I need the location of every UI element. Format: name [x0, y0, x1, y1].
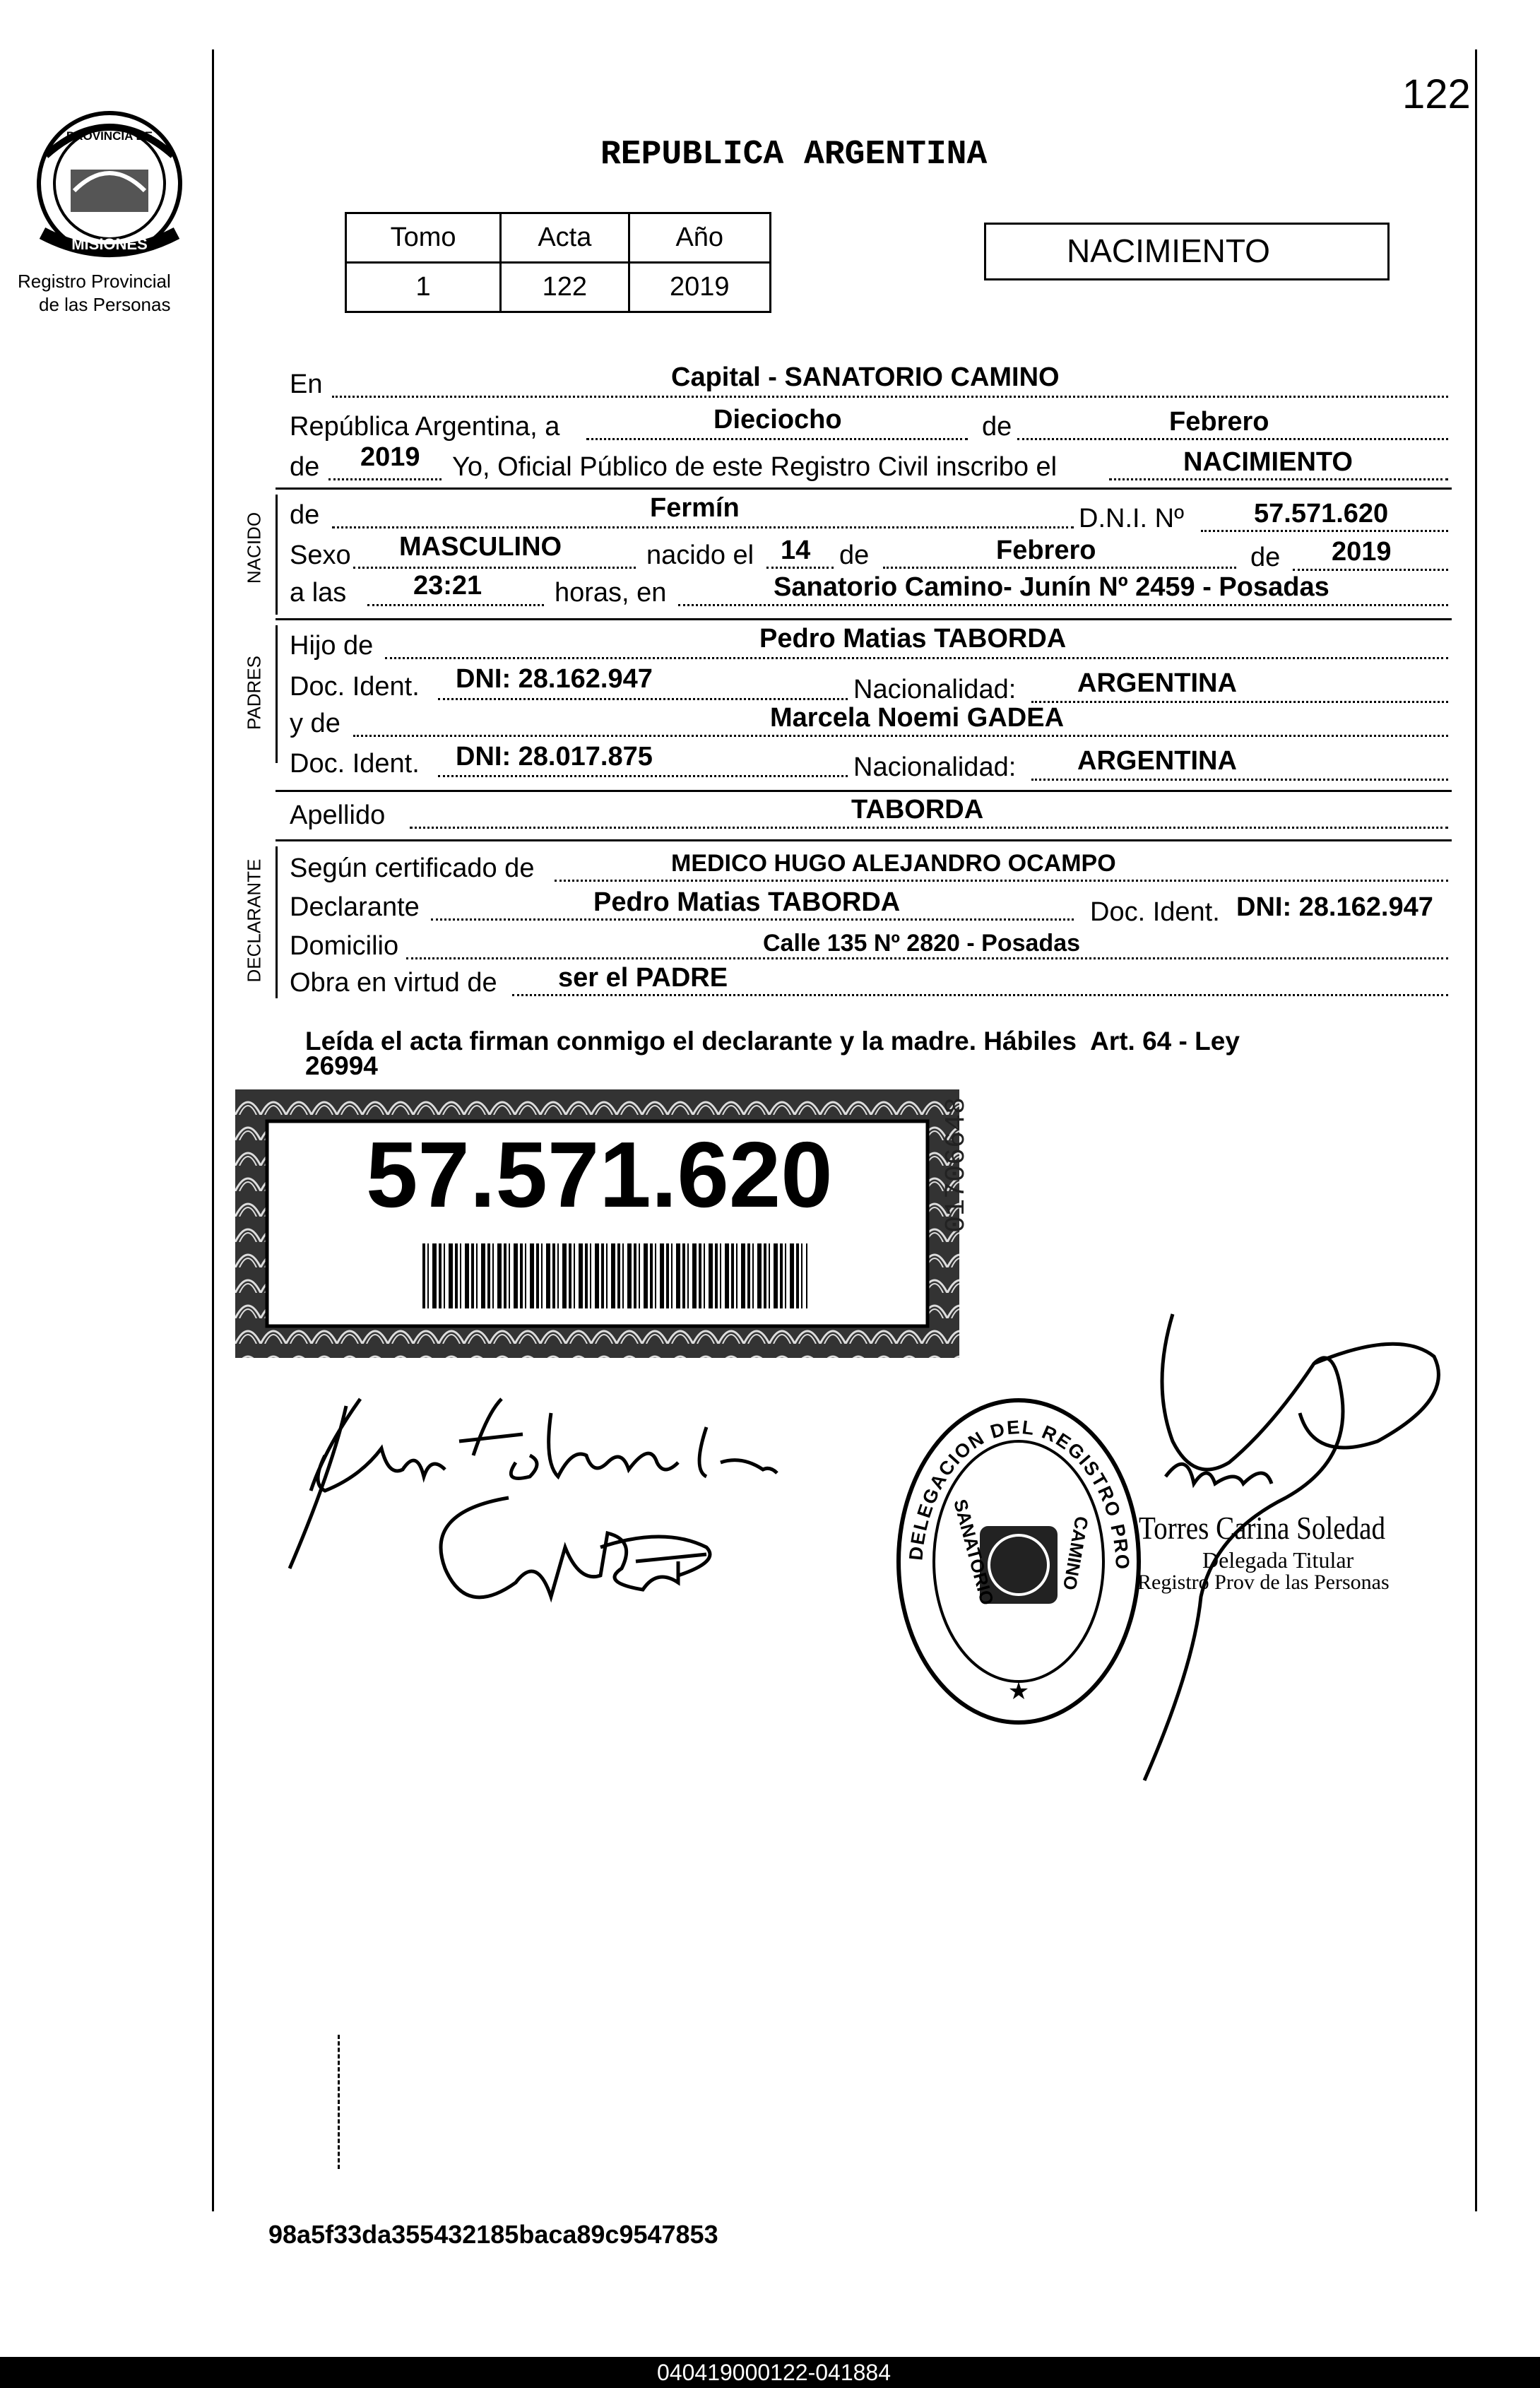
left-margin-line: [212, 49, 214, 2211]
dots-sexo: [353, 567, 636, 569]
label-en: En: [290, 370, 323, 399]
closing-line-1: Leída el acta firman conmigo el declarante y la madre. Hábiles Art. 64 - Ley: [305, 1027, 1240, 1056]
dots-month: [1017, 438, 1448, 440]
logo-band-text: MISIONES: [71, 235, 148, 253]
dots-birth-year: [1293, 569, 1448, 571]
birth-month: Febrero: [996, 536, 1096, 565]
nacido-section-label: NACIDO: [243, 512, 265, 584]
province-logo: [32, 106, 187, 258]
value-tomo: 1: [346, 263, 501, 312]
value-acta: 122: [501, 263, 629, 312]
declarant-reason: ser el PADRE: [558, 963, 728, 993]
dots-en: [332, 396, 1448, 398]
label-nac-mother: Nacionalidad:: [853, 752, 1017, 782]
divider-4: [276, 839, 1452, 841]
dots-mother: [353, 735, 1448, 737]
label-republica: República Argentina, a: [290, 412, 560, 442]
record-table: [345, 212, 771, 313]
dashed-mark: [338, 2035, 340, 2169]
label-inscribe: Yo, Oficial Público de este Registro Civil inscribo el: [452, 452, 1058, 482]
label-sexo: Sexo: [290, 540, 351, 570]
label-a-las: a las: [290, 578, 347, 608]
declarant-name: Pedro Matias TABORDA: [593, 887, 901, 917]
header-anio: Año: [629, 213, 770, 263]
dots-father-nat: [1031, 701, 1448, 703]
date-month: Febrero: [1169, 407, 1269, 437]
label-domicilio: Domicilio: [290, 931, 399, 961]
dots-day-birth: [766, 567, 834, 569]
newborn-sex: MASCULINO: [399, 532, 562, 562]
dots-birth-place: [678, 604, 1448, 606]
registry-line-1: Registro Provincial: [18, 271, 171, 292]
dots-name: [332, 526, 1074, 528]
dots-year: [328, 478, 442, 480]
declarant-address: Calle 135 Nº 2820 - Posadas: [763, 930, 1081, 957]
declarant-doc: DNI: 28.162.947: [1236, 892, 1433, 922]
place-value: Capital - SANATORIO CAMINO: [671, 362, 1060, 392]
date-act: NACIMIENTO: [1183, 447, 1353, 477]
dots-obra: [512, 994, 1448, 996]
closing-line-2: 26994: [305, 1051, 378, 1080]
label-segun-cert: Según certificado de: [290, 853, 535, 883]
label-doc-mother: Doc. Ident.: [290, 749, 420, 779]
dots-father-doc: [438, 698, 848, 700]
label-horas-en: horas, en: [555, 578, 667, 608]
sticker-barcode: [422, 1243, 807, 1308]
label-doc-father: Doc. Ident.: [290, 672, 420, 702]
label-declarante: Declarante: [290, 892, 420, 922]
label-de-birth-year: de: [1250, 543, 1281, 572]
sticker-dni-number: 57.571.620: [366, 1123, 833, 1226]
certificate-value: MEDICO HUGO ALEJANDRO OCAMPO: [671, 850, 1116, 877]
label-de-year: de: [290, 452, 320, 482]
label-de-name: de: [290, 500, 320, 530]
dots-birth-month: [883, 567, 1236, 569]
divider-1: [276, 487, 1452, 490]
father-nationality: ARGENTINA: [1077, 668, 1237, 698]
registry-line-2: de las Personas: [39, 294, 171, 315]
declarant-signature: [283, 1385, 848, 1667]
divider-2: [276, 618, 1452, 620]
dots-time: [367, 604, 544, 606]
birth-year: 2019: [1332, 537, 1392, 567]
label-de-birth-month: de: [839, 540, 870, 570]
label-de-month: de: [982, 412, 1012, 442]
document-hash: 98a5f33da355432185baca89c9547853: [268, 2220, 718, 2249]
mother-nationality: ARGENTINA: [1077, 746, 1237, 776]
surname-value: TABORDA: [851, 795, 984, 824]
official-name: Torres Carina Soledad: [1139, 1510, 1386, 1546]
father-doc: DNI: 28.162.947: [456, 664, 653, 694]
label-doc-declarante: Doc. Ident.: [1090, 897, 1220, 927]
mother-doc: DNI: 28.017.875: [456, 742, 653, 772]
seal-inner-right: CAMINO: [1058, 1514, 1093, 1592]
dots-mother-nat: [1031, 779, 1448, 781]
father-name: Pedro Matias TABORDA: [759, 624, 1067, 654]
dots-domicilio: [406, 957, 1448, 959]
dots-certificate: [555, 880, 1448, 882]
sticker-side-code: 01706648: [941, 1097, 973, 1233]
label-nac-father: Nacionalidad:: [853, 675, 1017, 704]
footer-code: 040419000122-041884: [657, 2360, 891, 2385]
header-tomo: Tomo: [346, 213, 501, 263]
newborn-name: Fermín: [650, 493, 740, 523]
date-year: 2019: [360, 442, 420, 472]
delegation-seal: [894, 1395, 1144, 1727]
seal-inner-left: SANATORIO: [949, 1496, 998, 1607]
dots-apellido: [410, 827, 1448, 829]
label-nacido-el: nacido el: [646, 540, 754, 570]
declarante-section-label: DECLARANTE: [243, 858, 265, 983]
divider-3: [276, 790, 1452, 792]
page-number: 122: [1402, 71, 1471, 117]
header-acta: Acta: [501, 213, 629, 263]
official-title: Delegada Titular: [1202, 1547, 1354, 1573]
declarante-bracket: [276, 846, 278, 998]
birth-place: Sanatorio Camino- Junín Nº 2459 - Posadas: [774, 572, 1329, 602]
label-dni: D.N.I. Nº: [1079, 504, 1184, 533]
document-title: REPUBLICA ARGENTINA: [600, 136, 988, 174]
seal-ring-text: DELEGACION DEL REGISTRO PRO: [905, 1416, 1134, 1571]
date-day: Dieciocho: [713, 405, 842, 435]
label-apellido: Apellido: [290, 800, 386, 830]
label-hijo-de: Hijo de: [290, 631, 374, 661]
dots-mother-doc: [438, 775, 848, 777]
nacido-bracket: [276, 495, 278, 615]
logo-arc-text: PROVINCIA DE: [66, 129, 153, 143]
right-margin-line: [1475, 49, 1477, 2211]
label-y-de: y de: [290, 709, 340, 738]
official-office: Registro Prov de las Personas: [1137, 1571, 1390, 1594]
dots-dni: [1201, 530, 1448, 532]
record-type: NACIMIENTO: [1067, 232, 1270, 269]
padres-section-label: PADRES: [243, 656, 265, 730]
padres-bracket: [276, 625, 278, 763]
dni-sticker: [235, 1089, 959, 1358]
dots-act: [1109, 478, 1448, 480]
dots-father: [385, 657, 1448, 659]
dots-day: [586, 438, 968, 440]
label-obra: Obra en virtud de: [290, 968, 497, 998]
mother-name: Marcela Noemi GADEA: [770, 703, 1065, 733]
birth-time: 23:21: [413, 571, 482, 601]
value-anio: 2019: [629, 263, 770, 312]
seal-star-icon: ★: [1007, 1678, 1030, 1705]
dots-declarante: [431, 918, 1074, 921]
newborn-dni: 57.571.620: [1254, 499, 1389, 528]
birth-day: 14: [781, 536, 811, 565]
